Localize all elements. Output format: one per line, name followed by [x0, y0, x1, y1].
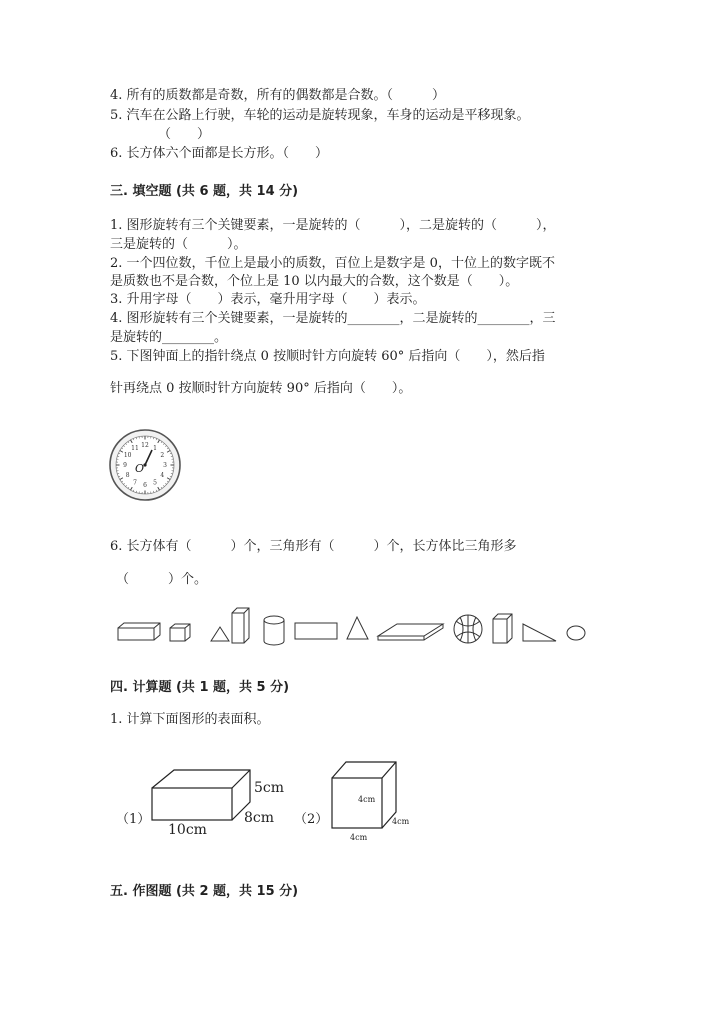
calc-fig2-label: （2）	[294, 812, 329, 827]
shape-ellipse	[567, 626, 585, 640]
calc-fig1-length: 10cm	[168, 822, 207, 838]
clock-number: 12	[141, 442, 149, 450]
fill-q4-line1: 4. 图形旋转有三个关键要素，一是旋转的________，二是旋转的________，三	[110, 311, 556, 326]
fill-q5-line2: 针再绕点 0 按顺时针方向旋转 90° 后指向（ ）。	[110, 381, 412, 396]
fill-q3: 3. 升用字母（ ）表示，毫升用字母（ ）表示。	[110, 292, 426, 307]
shape-rectangle	[295, 623, 337, 639]
clock-number: 11	[131, 444, 139, 452]
shape-cuboid-long	[118, 623, 160, 640]
fill-q5-line1: 5. 下图钟面上的指针绕点 0 按顺时针方向旋转 60° 后指向（ ），然后指	[110, 349, 545, 364]
shape-ball	[454, 615, 482, 643]
clock-number: 4	[160, 472, 165, 480]
fill-q6-line2: （ ）个。	[116, 572, 208, 587]
shape-cube-small	[170, 624, 190, 641]
clock-number: 8	[125, 472, 130, 480]
section-5-title: 五. 作图题 (共 2 题，共 15 分)	[110, 884, 299, 899]
clock-number: 3	[163, 462, 167, 470]
judge-item-5-blank: （ ）	[158, 127, 211, 142]
calc-fig2-edge-side: 4cm	[392, 817, 410, 826]
shape-cuboid-upright	[493, 614, 512, 643]
clock-number: 1	[153, 444, 157, 452]
shape-triangle-1	[211, 627, 229, 641]
shape-triangle-3	[523, 624, 556, 641]
judge-item-4: 4. 所有的质数都是奇数，所有的偶数都是合数。（ ）	[110, 88, 446, 103]
fill-q6-line1: 6. 长方体有（ ）个，三角形有（ ）个，长方体比三角形多	[110, 539, 517, 554]
clock-number: 9	[123, 462, 127, 470]
judge-item-5: 5. 汽车在公路上行驶，车轮的运动是旋转现象，车身的运动是平移现象。	[110, 108, 530, 123]
section-4-title: 四. 计算题 (共 1 题，共 5 分)	[110, 680, 290, 695]
clock-center-label: O	[135, 462, 145, 475]
calc-q1: 1. 计算下面图形的表面积。	[110, 712, 270, 727]
clock-number: 2	[160, 452, 165, 460]
calc-fig2-edge-bottom: 4cm	[350, 833, 368, 842]
clock-figure	[108, 428, 182, 502]
clock-number: 6	[143, 482, 147, 490]
calc-fig1-height: 5cm	[254, 780, 285, 796]
fill-q1-line2: 三是旋转的（ ）。	[110, 237, 247, 252]
clock-number: 10	[123, 452, 132, 460]
section-3-title: 三. 填空题 (共 6 题，共 14 分)	[110, 184, 299, 199]
fill-q2-line2: 是质数也不是合数，个位上是 10 以内最大的合数，这个数是（ ）。	[110, 274, 519, 289]
fill-q4-line2: 是旋转的________。	[110, 330, 228, 345]
shape-cylinder	[264, 616, 284, 645]
shape-cuboid-flat	[378, 624, 443, 640]
clock-number: 5	[153, 479, 157, 487]
fill-q2-line1: 2. 一个四位数，千位上是最小的质数，百位上是数字是 0，十位上的数字既不	[110, 256, 555, 271]
calc-fig2-edge-front: 4cm	[358, 795, 376, 804]
calc-fig1-label: （1）	[116, 812, 151, 827]
calc-fig1-cuboid	[148, 764, 288, 840]
shape-cuboid-tall	[232, 608, 249, 643]
shapes-row	[110, 603, 595, 653]
fill-q1-line1: 1. 图形旋转有三个关键要素，一是旋转的（ ），二是旋转的（ ），	[110, 218, 556, 233]
shape-triangle-2	[347, 617, 368, 639]
judge-item-6: 6. 长方体六个面都是长方形。（ ）	[110, 146, 329, 161]
clock-number: 7	[133, 479, 137, 487]
calc-fig2-cube	[326, 756, 422, 846]
calc-fig1-width: 8cm	[244, 810, 275, 826]
